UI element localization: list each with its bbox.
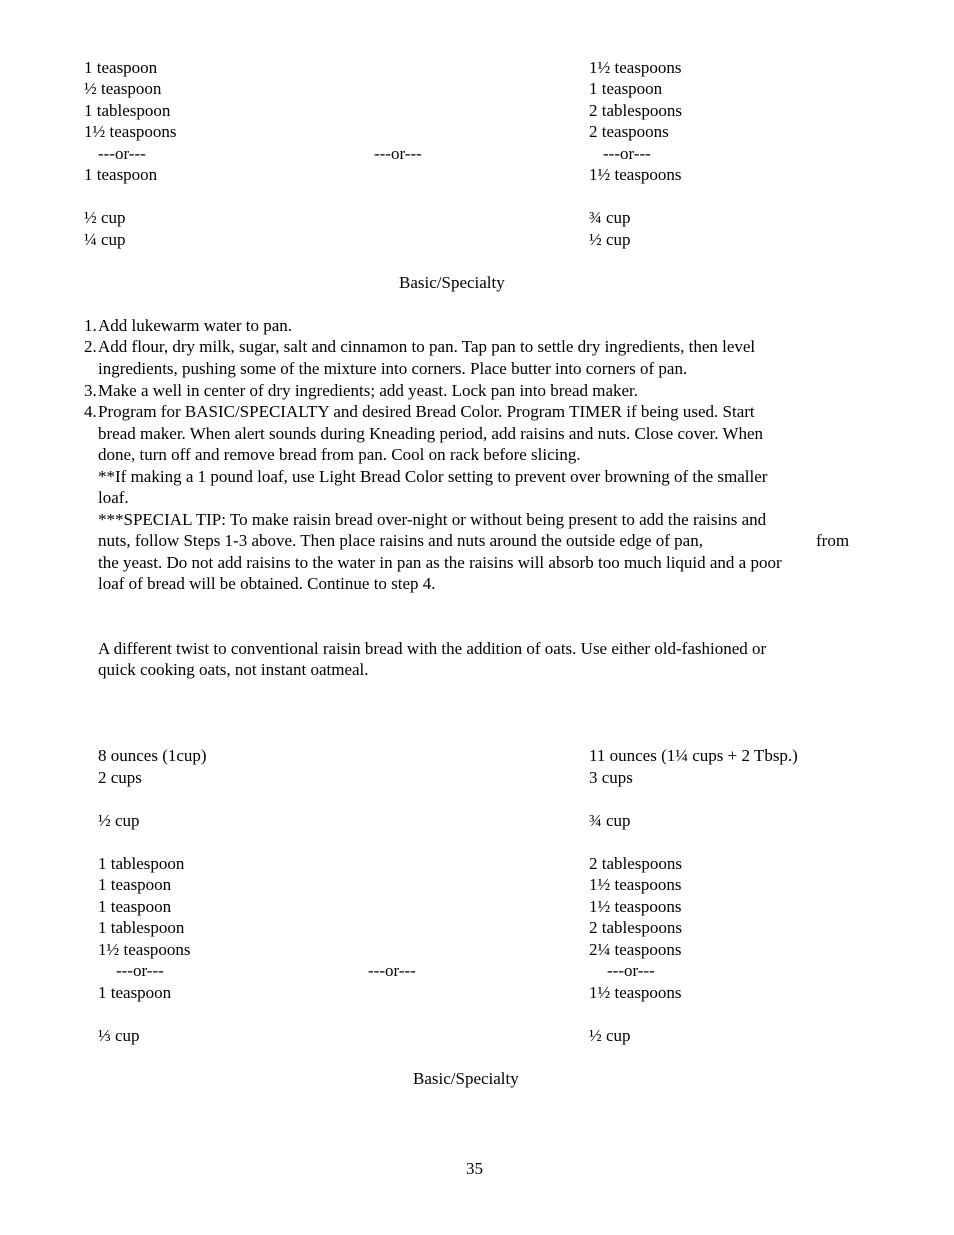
step-text: bread maker. When alert sounds during Kneading period, add raisins and nuts. Close cover. When bbox=[98, 424, 764, 443]
amount-right: 1½ teaspoons bbox=[589, 165, 682, 184]
note-text: **If making a 1 pound loaf, use Light Bread Color setting to prevent over browning of the smaller bbox=[98, 467, 768, 486]
or-separator-middle: ---or--- bbox=[374, 144, 422, 163]
amount-left: 1 teaspoon bbox=[98, 875, 172, 894]
amount-left: 1½ teaspoons bbox=[98, 940, 191, 959]
amount-right: 2¼ teaspoons bbox=[589, 940, 682, 959]
amount-right: 1½ teaspoons bbox=[589, 897, 682, 916]
step-number: 3. bbox=[84, 381, 97, 400]
amount-left: 1 teaspoon bbox=[84, 165, 158, 184]
amount-right: ½ cup bbox=[589, 230, 631, 249]
amount-right: ¾ cup bbox=[589, 811, 631, 830]
step-number: 1. bbox=[84, 316, 97, 335]
amount-left: ½ cup bbox=[98, 811, 140, 830]
amount-left: 1 tablespoon bbox=[84, 101, 171, 120]
tip-text: nuts, follow Steps 1-3 above. Then place raisins and nuts around the outside edge of pan, bbox=[98, 531, 703, 550]
amount-right: 1½ teaspoons bbox=[589, 875, 682, 894]
or-separator-right: ---or--- bbox=[607, 961, 655, 980]
tip-text: loaf of bread will be obtained. Continue to step 4. bbox=[98, 574, 436, 593]
amount-right: ½ cup bbox=[589, 1026, 631, 1045]
amount-left: 1 teaspoon bbox=[98, 897, 172, 916]
amount-left: 1 tablespoon bbox=[98, 918, 185, 937]
step-text: done, turn off and remove bread from pan. Cool on rack before slicing. bbox=[98, 445, 581, 464]
amount-right: 3 cups bbox=[589, 768, 633, 787]
cycle-label: Basic/Specialty bbox=[399, 273, 505, 292]
cycle-label: Basic/Specialty bbox=[413, 1069, 519, 1088]
amount-right: 1½ teaspoons bbox=[589, 58, 682, 77]
or-separator-left: ---or--- bbox=[116, 961, 164, 980]
amount-right: 11 ounces (1¼ cups + 2 Tbsp.) bbox=[589, 746, 798, 765]
or-separator-right: ---or--- bbox=[603, 144, 651, 163]
amount-left: ½ teaspoon bbox=[84, 79, 162, 98]
amount-right: 1 teaspoon bbox=[589, 79, 663, 98]
amount-right: 2 tablespoons bbox=[589, 101, 683, 120]
or-separator-left: ---or--- bbox=[98, 144, 146, 163]
step-text: Program for BASIC/SPECIALTY and desired Bread Color. Program TIMER if being used. Start bbox=[98, 402, 755, 421]
amount-left: 1½ teaspoons bbox=[84, 122, 177, 141]
step-number: 2. bbox=[84, 337, 97, 356]
tip-text: ***SPECIAL TIP: To make raisin bread over-night or without being present to add the raisins and bbox=[98, 510, 767, 529]
amount-left: ⅓ cup bbox=[98, 1026, 140, 1045]
step-text: Add lukewarm water to pan. bbox=[98, 316, 293, 335]
note-text: loaf. bbox=[98, 488, 129, 507]
amount-left: 8 ounces (1cup) bbox=[98, 746, 207, 765]
amount-left: ½ cup bbox=[84, 208, 126, 227]
amount-right: 2 tablespoons bbox=[589, 918, 683, 937]
amount-right: 1½ teaspoons bbox=[589, 983, 682, 1002]
step-text: Make a well in center of dry ingredients; add yeast. Lock pan into bread maker. bbox=[98, 381, 639, 400]
amount-left: 1 teaspoon bbox=[84, 58, 158, 77]
amount-left: 1 teaspoon bbox=[98, 983, 172, 1002]
step-number: 4. bbox=[84, 402, 97, 421]
amount-right: 2 teaspoons bbox=[589, 122, 669, 141]
intro-text: A different twist to conventional raisin bread with the addition of oats. Use either old-fashioned or bbox=[98, 639, 767, 658]
or-separator-middle: ---or--- bbox=[368, 961, 416, 980]
intro-text: quick cooking oats, not instant oatmeal. bbox=[98, 660, 369, 679]
amount-right: ¾ cup bbox=[589, 208, 631, 227]
tip-text-from: from bbox=[816, 531, 850, 550]
step-text: Add flour, dry milk, sugar, salt and cinnamon to pan. Tap pan to settle dry ingredients, then level bbox=[98, 337, 756, 356]
amount-right: 2 tablespoons bbox=[589, 854, 683, 873]
amount-left: ¼ cup bbox=[84, 230, 126, 249]
page-number: 35 bbox=[466, 1159, 483, 1178]
tip-text: the yeast. Do not add raisins to the water in pan as the raisins will absorb too much liquid and a poor bbox=[98, 553, 782, 572]
amount-left: 2 cups bbox=[98, 768, 142, 787]
amount-left: 1 tablespoon bbox=[98, 854, 185, 873]
step-text: ingredients, pushing some of the mixture into corners. Place butter into corners of pan. bbox=[98, 359, 688, 378]
